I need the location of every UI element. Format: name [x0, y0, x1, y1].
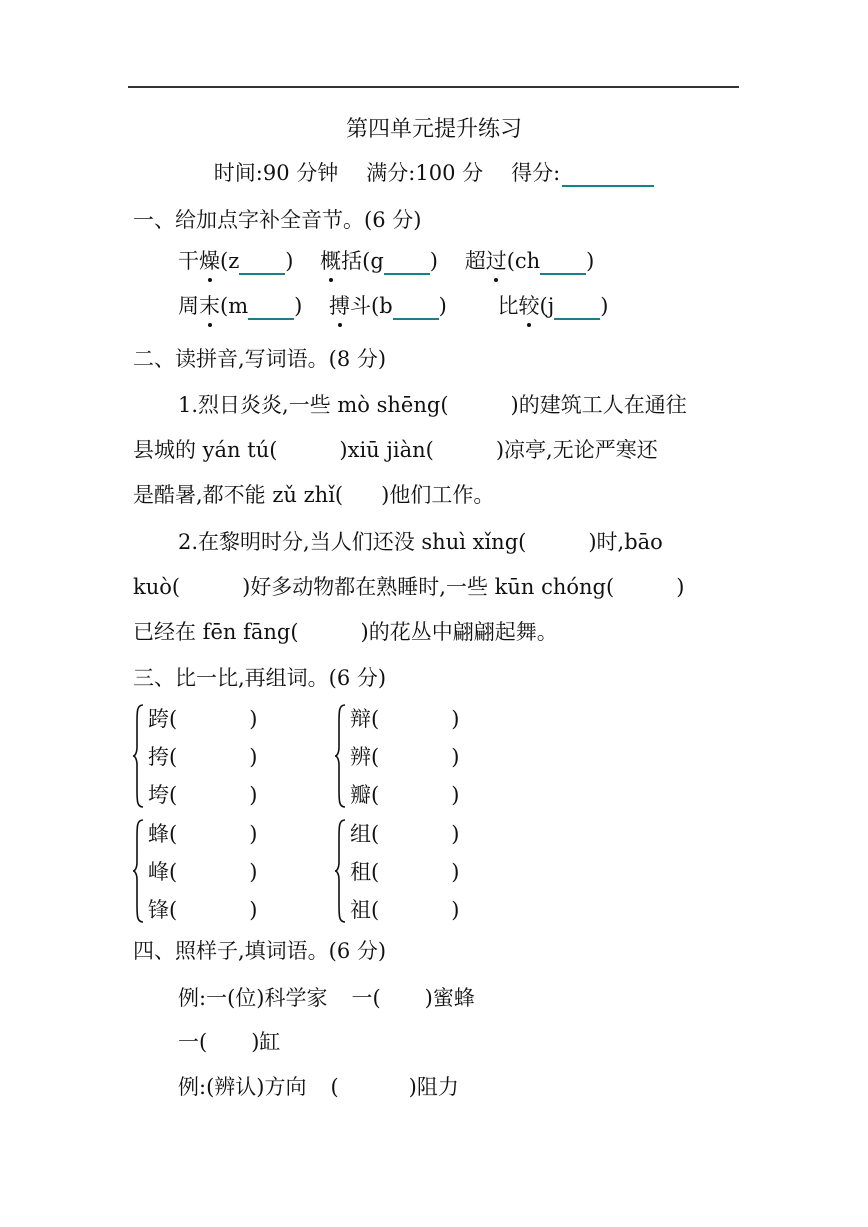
pinyin-item: 超过(ch ): [465, 245, 595, 275]
char-row: 蜂( ): [148, 822, 258, 846]
exam-meta: [0, 157, 868, 187]
char-row: 瓣( ): [350, 783, 460, 807]
answer-blank[interactable]: [540, 253, 586, 275]
pinyin-item: 周末(m ): [178, 290, 302, 320]
section1-row1: [178, 245, 614, 275]
answer-blank[interactable]: [554, 298, 600, 320]
score-label: 得分:: [511, 161, 561, 185]
top-rule: [128, 86, 739, 88]
section2-heading: 二、读拼音,写词语。(8 分): [133, 347, 387, 371]
pinyin-item: 搏斗(b ): [329, 290, 447, 320]
page-title: 第四单元提升练习: [345, 117, 522, 142]
brace-icon: [334, 818, 346, 924]
q1-line2: 县城的 yán tú( )xiū jiàn( )凉亭,无论严寒还: [133, 438, 658, 462]
section3-heading: 三、比一比,再组词。(6 分): [133, 666, 387, 690]
brace-icon: [132, 818, 144, 924]
char-row: 峰( ): [148, 860, 258, 884]
answer-blank[interactable]: [248, 298, 294, 320]
pinyin-item: 概括(g ): [320, 245, 438, 275]
score-blank[interactable]: [562, 163, 654, 187]
brace-icon: [132, 703, 144, 809]
q1-line1: 1.烈日炎炎,一些 mò shēng( )的建筑工人在通往: [178, 393, 687, 417]
full-score-label: 满分:100 分: [366, 161, 484, 185]
char-row: 跨( ): [148, 707, 258, 731]
example-line-2: 例:(辨认)方向 ( )阻力: [178, 1075, 459, 1099]
char-group-1: [132, 703, 272, 815]
answer-blank[interactable]: [239, 253, 285, 275]
char-group-4: [334, 818, 474, 930]
char-row: 锋( ): [148, 898, 258, 922]
q2-line3: 已经在 fēn fāng( )的花丛中翩翩起舞。: [133, 620, 558, 644]
char-row: 辩( ): [350, 707, 460, 731]
char-group-2: [334, 703, 474, 815]
q1-line3: 是酷暑,都不能 zǔ zhǐ( )他们工作。: [133, 483, 495, 507]
pinyin-item: 干燥(z ): [178, 245, 293, 275]
char-row: 挎( ): [148, 745, 258, 769]
pinyin-item: 比较(j ): [498, 290, 609, 320]
q2-line1: 2.在黎明时分,当人们还没 shuì xǐng( )时,bāo: [178, 530, 663, 554]
q2-line2: kuò( )好多动物都在熟睡时,一些 kūn chóng( ): [133, 575, 685, 599]
example-line-1: 例:一(位)科学家 一( )蜜蜂: [178, 986, 475, 1010]
answer-blank[interactable]: [384, 253, 430, 275]
fill-line-2: 一( )缸: [178, 1030, 281, 1054]
char-row: 祖( ): [350, 898, 460, 922]
char-row: 租( ): [350, 860, 460, 884]
char-group-3: [132, 818, 272, 930]
char-row: 组( ): [350, 822, 460, 846]
char-row: 垮( ): [148, 783, 258, 807]
section4-heading: 四、照样子,填词语。(6 分): [133, 939, 387, 963]
answer-blank[interactable]: [393, 298, 439, 320]
section1-heading: 一、给加点字补全音节。(6 分): [133, 208, 422, 232]
brace-icon: [334, 703, 346, 809]
section1-row2: [178, 290, 628, 320]
char-row: 辨( ): [350, 745, 460, 769]
time-label: 时间:90 分钟: [213, 161, 339, 185]
